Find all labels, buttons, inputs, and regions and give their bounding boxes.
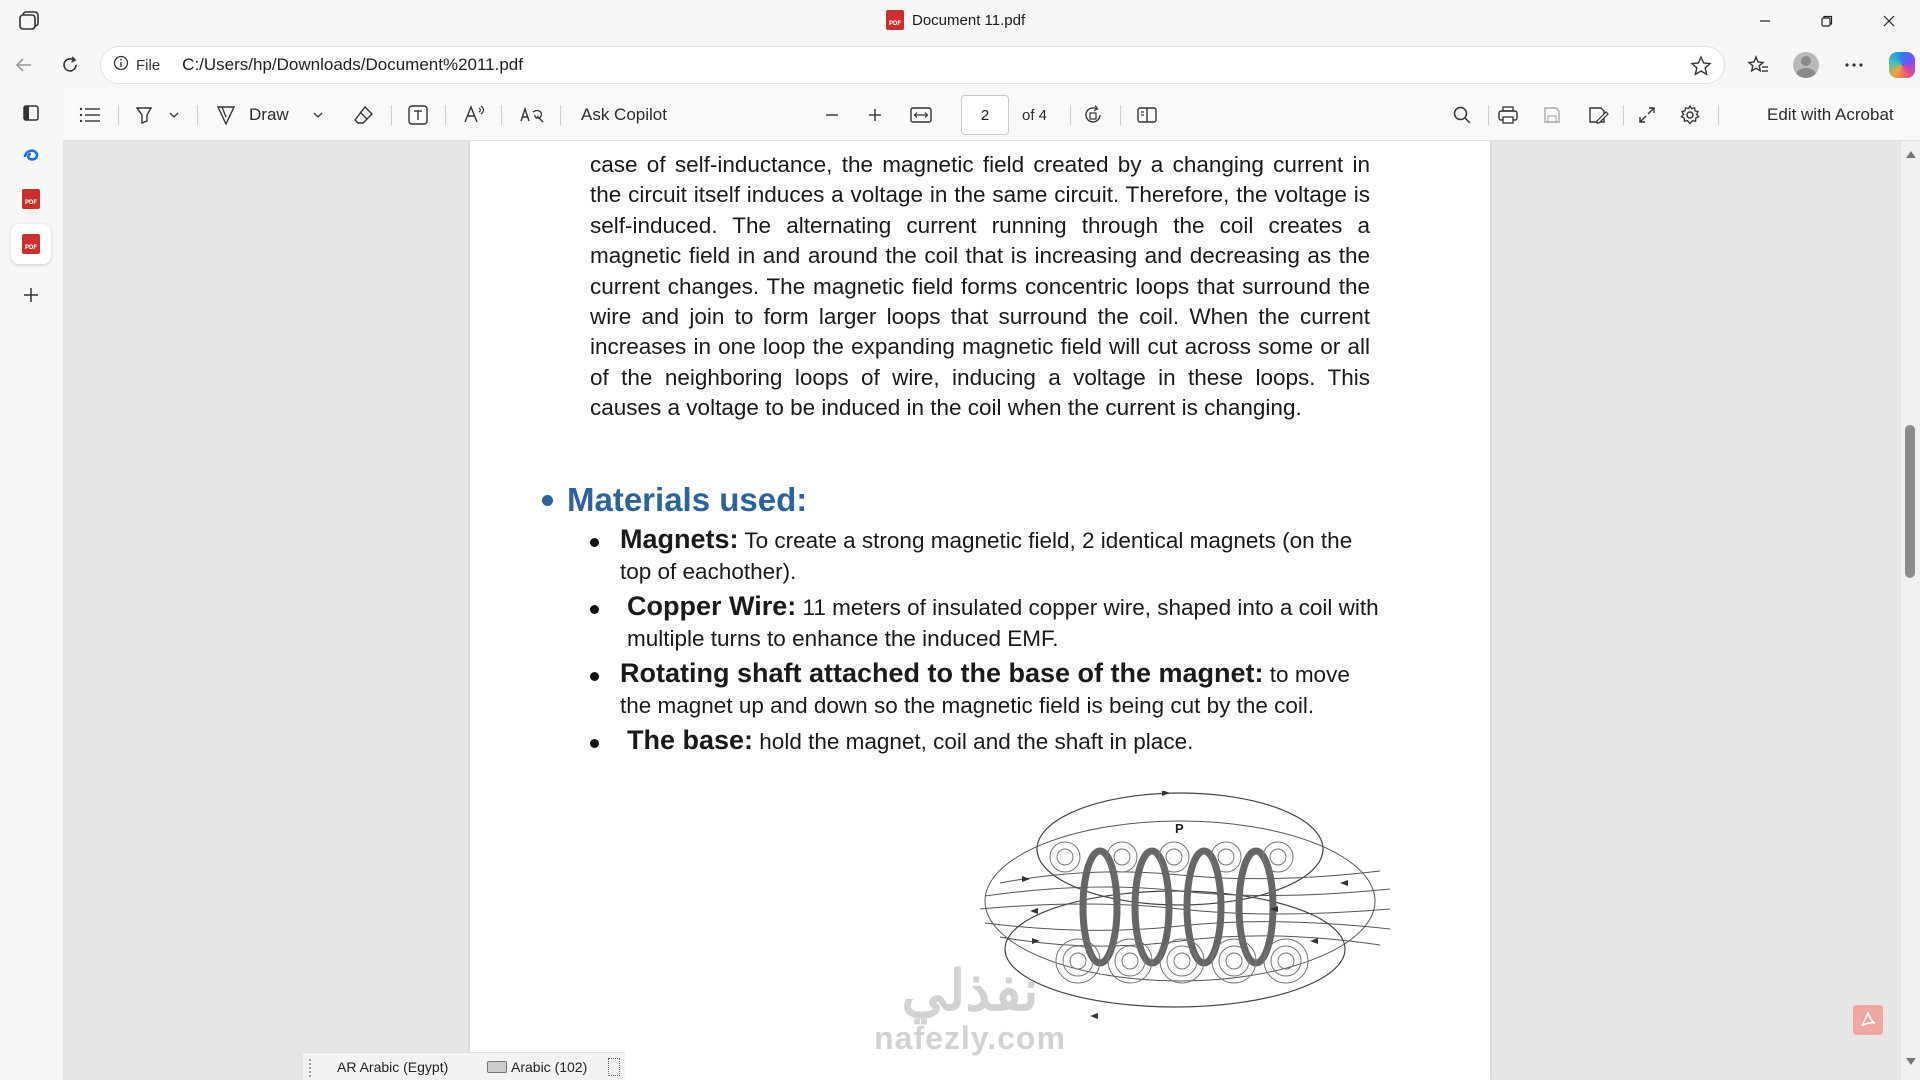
erase-button[interactable] <box>353 89 375 141</box>
material-term: The base: <box>627 725 754 755</box>
watermark-arabic: نفذلي <box>901 959 1039 1022</box>
scroll-down-arrow-icon[interactable] <box>1906 1058 1916 1065</box>
scrollbar-thumb[interactable] <box>1905 425 1915 578</box>
ask-copilot-button[interactable] <box>581 89 667 141</box>
fit-width-icon <box>909 105 933 125</box>
list-item <box>620 524 1380 587</box>
pdf-tab-icon: PDF <box>22 234 40 254</box>
fit-to-page-button[interactable] <box>909 89 933 141</box>
page-view-icon <box>1136 105 1158 125</box>
favorite-star-icon[interactable] <box>1690 55 1712 77</box>
window-title-text: Document 11.pdf <box>912 11 1026 29</box>
material-desc: hold the magnet, coil and the shaft in place. <box>753 729 1194 754</box>
copilot-button[interactable] <box>1882 46 1920 84</box>
profile-button[interactable] <box>1786 46 1826 84</box>
edit-with-acrobat-label: Edit with Acrobat <box>1767 105 1894 124</box>
list-item <box>620 591 1380 654</box>
rotate-icon <box>1082 104 1104 126</box>
bullet-icon <box>542 495 553 506</box>
navigation-bar <box>0 41 1920 89</box>
close-button[interactable] <box>1858 0 1920 41</box>
page-view-button[interactable] <box>1136 89 1158 141</box>
page-total-label: of 4 <box>1022 106 1048 124</box>
read-aloud-icon <box>463 104 487 126</box>
material-desc: To create a strong magnetic field, 2 identical magnets (on the top of eachother). <box>620 528 1353 584</box>
body-paragraph: case of self-inductance, the magnetic field created by a changing current in the circuit itself induces a voltage in the same circuit. Therefore, the voltage is self-induced. The alternating current running through the coil creates a magnetic field in and around the coil that is increasing and decreasing as the current changes. The magnetic field forms concentric loops that surround the wire and join to form larger loops that surround the coil. When the current increases in one loop the expanding magnetic field will cut across some or all of the neighboring loops of wire, inducing a voltage in these loops. This causes a voltage to be induced in the coil when the current is changing. <box>590 152 1370 421</box>
watermark <box>850 961 1090 1055</box>
highlight-button[interactable] <box>133 89 155 141</box>
refresh-button[interactable] <box>54 50 86 80</box>
edit-with-acrobat-button[interactable] <box>1767 89 1894 141</box>
gear-icon <box>1679 104 1701 126</box>
watermark-url: nafezly.com <box>874 1020 1066 1056</box>
diagram-label: P <box>1175 821 1184 836</box>
search-button[interactable] <box>1452 89 1472 141</box>
sidebar-tab-pdf-active[interactable] <box>11 224 51 264</box>
print-button[interactable] <box>1497 89 1519 141</box>
site-info-button[interactable] <box>113 55 160 75</box>
pdf-page <box>470 141 1490 1080</box>
url-text[interactable]: C:/Users/hp/Downloads/Document%2011.pdf <box>182 55 523 74</box>
favorites-button[interactable] <box>1738 46 1778 84</box>
more-options-button[interactable] <box>1834 46 1874 84</box>
material-desc: to move the magnet up and down so the magnetic field is being cut by the coil. <box>620 662 1350 718</box>
print-icon <box>1497 105 1519 125</box>
scroll-up-arrow-icon[interactable] <box>1906 151 1916 158</box>
sidebar-tab-edge[interactable] <box>11 135 51 175</box>
contents-button[interactable] <box>79 89 101 141</box>
title-bar <box>0 0 1920 41</box>
copilot-icon <box>1889 52 1915 78</box>
pdf-toolbar <box>63 89 1920 141</box>
settings-button[interactable] <box>1679 89 1701 141</box>
draw-label: Draw <box>249 105 289 124</box>
draw-icon <box>215 104 237 126</box>
pdf-file-icon: PDF <box>886 10 904 30</box>
material-term: Rotating shaft attached to the base of the magnet: <box>620 658 1264 688</box>
highlight-dropdown[interactable] <box>169 89 179 141</box>
material-term: Magnets: <box>620 524 739 554</box>
translate-button[interactable] <box>519 89 545 141</box>
back-button[interactable] <box>8 50 40 80</box>
search-icon <box>1452 105 1472 125</box>
document-viewport[interactable] <box>63 141 1901 1080</box>
language-bar[interactable] <box>303 1052 625 1080</box>
minimize-button[interactable] <box>1734 0 1796 41</box>
save-as-icon <box>1587 105 1609 125</box>
save-as-button[interactable] <box>1587 89 1609 141</box>
rotate-button[interactable] <box>1082 89 1104 141</box>
full-screen-button[interactable] <box>1637 89 1657 141</box>
add-text-button[interactable] <box>407 89 429 141</box>
input-language[interactable]: AR Arabic (Egypt) <box>337 1059 449 1075</box>
page-number-input[interactable]: 2 <box>961 95 1009 135</box>
zoom-out-button[interactable] <box>823 89 841 141</box>
info-label: File <box>136 56 161 74</box>
materials-list <box>620 524 1380 762</box>
read-aloud-button[interactable] <box>463 89 487 141</box>
language-bar-restore-icon[interactable] <box>608 1058 620 1076</box>
vertical-scrollbar[interactable] <box>1901 141 1920 1080</box>
tab-actions-menu[interactable] <box>11 93 51 133</box>
eraser-icon <box>353 104 375 126</box>
language-bar-grip-icon[interactable] <box>309 1059 312 1077</box>
address-bar[interactable] <box>100 46 1725 84</box>
new-tab-button[interactable] <box>11 275 51 315</box>
translate-icon <box>519 104 545 126</box>
avatar <box>1793 52 1819 78</box>
draw-button[interactable] <box>215 89 289 141</box>
sidebar-tab-pdf-1[interactable] <box>11 179 51 219</box>
section-heading-text: Materials used: <box>567 481 808 518</box>
window-title <box>886 9 1025 31</box>
draw-dropdown[interactable] <box>313 89 323 141</box>
ask-copilot-label: Ask Copilot <box>581 105 667 124</box>
acrobat-icon[interactable] <box>1853 1005 1883 1035</box>
vertical-tabs-sidebar <box>0 89 63 1080</box>
restore-button[interactable] <box>1796 0 1858 41</box>
save-icon <box>1542 105 1562 125</box>
text-box-icon <box>407 104 429 126</box>
info-icon <box>113 55 129 75</box>
list-item <box>620 658 1380 721</box>
keyboard-layout[interactable] <box>487 1059 587 1075</box>
list-item <box>620 725 1380 758</box>
zoom-in-button[interactable] <box>866 89 884 141</box>
save-button[interactable] <box>1542 89 1562 141</box>
material-desc: 11 meters of insulated copper wire, shaped into a coil with multiple turns to enhance the induced EMF. <box>627 595 1379 651</box>
expand-icon <box>1637 105 1657 125</box>
workspaces-icon[interactable] <box>18 10 42 32</box>
material-term: Copper Wire: <box>627 591 797 621</box>
section-heading <box>542 481 807 519</box>
pdf-tab-icon: PDF <box>22 189 40 209</box>
keyboard-layout-label: Arabic (102) <box>511 1059 588 1075</box>
keyboard-icon <box>487 1061 507 1073</box>
